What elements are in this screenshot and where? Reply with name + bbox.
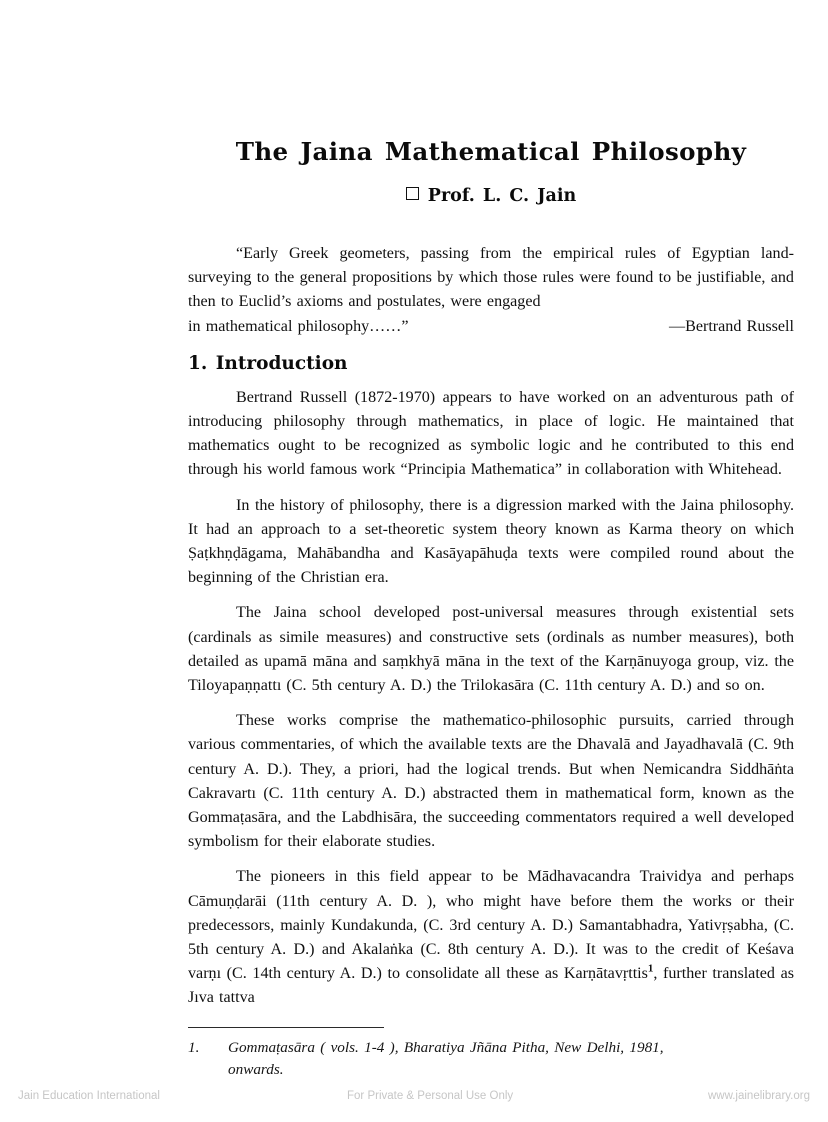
footnote-line-2: onwards. bbox=[228, 1060, 284, 1078]
epigraph-attribution: —Bertrand Russell bbox=[668, 317, 794, 335]
footer-right-url[interactable]: www.jainelibrary.org bbox=[707, 1090, 810, 1102]
footer-center-label: For Private & Personal Use Only bbox=[347, 1090, 514, 1102]
epigraph-quote bbox=[188, 206, 794, 339]
page-title: The Jaina Mathematical Philosophy bbox=[235, 137, 747, 166]
footer-left-label: Jain Education International bbox=[18, 1090, 160, 1102]
epigraph-line-2: land-surveying to the general propositions by which those rules were found bbox=[188, 244, 794, 287]
footnote-number: 1. bbox=[188, 1038, 200, 1056]
page-content bbox=[188, 0, 794, 1081]
author-name: Prof. L. C. Jain bbox=[427, 185, 577, 206]
author-byline bbox=[188, 166, 794, 206]
footnote-separator-rule bbox=[188, 1027, 384, 1028]
footnote-section bbox=[188, 1011, 794, 1081]
paragraph-commentaries: These works comprise the mathematico-philosophic pursuits, carried through various commentaries, of which the available texts are the Dhavalā and Jayadhavalā (C. 9th century A. D.). They, a priori, had the logical trends. But when Nemicandra Siddhāṅta Cakravartı (C. 11th century A. D.) abstracted them in mathematical form, known as the Gommaṭasāra, and the Labdhisāra, the succeeding commentators required a well developed symbolism for their elaborate studies. bbox=[188, 712, 794, 851]
paragraph-russell: Bertrand Russell (1872-1970) appears to have worked on an adventurous path of introducing philosophy through mathematics, in place of logic. He maintained that mathematics ought to be recognized as symbolic logic and he contributed to this end through his world famous work “Principia Mathematica” in collaboration with Whitehead. bbox=[188, 388, 794, 479]
paragraph-pioneers bbox=[188, 854, 794, 1010]
footnote-line-1: Gommaṭasāra ( vols. 1-4 ), Bharatiya Jñāna Pitha, New Delhi, 1981, bbox=[228, 1038, 664, 1056]
paragraph-jaina-school-measures: The Jaina school developed post-universal measures through existential sets (cardinals as simile measures) and constructive sets (ordinals as number measures), both detailed as upamā māna and saṃkhyā māna in the text of the Karṇānuyoga group, viz. the Tiloyapaṇṇattı (C. 5th century A. D.) the Trilokasāra (C. 11th century A. D.) and so on. bbox=[188, 604, 794, 694]
footnote-entry bbox=[188, 1037, 794, 1081]
epigraph-line-1: “Early Greek geometers, passing from the empirical rules of Egyptian bbox=[236, 244, 750, 262]
epigraph-line-3: to be justifiable, and then to Euclid’s axioms and postulates, were engaged bbox=[188, 269, 794, 311]
section-heading-introduction: 1. Introduction bbox=[188, 352, 348, 374]
paragraph-pioneers-text: The pioneers in this field appear to be Mādhavacandra Traividya and perhaps Cāmuṇḍarāi (11th century A. D. ), who might have before them the works or their predecessors, mainly Kundakunda, (C. 3rd century A. D.) Samantabhadra, Yativṛṣabha, (C. 5th century A. D.) and Akalaṅka (C. 8th century A. D.). It was to the credit of Keśava varṇı (C. 14th century A. D.) to consolidate all these as Karṇātavṛttis bbox=[188, 868, 794, 983]
footnote-text bbox=[228, 1037, 794, 1081]
epigraph-attribution-row bbox=[188, 315, 794, 339]
paragraph-pioneers-tail: , further translated as Jıva tattva bbox=[188, 965, 794, 1007]
epigraph-last-line: in mathematical philosophy……” bbox=[188, 317, 409, 335]
paragraph-jaina-philosophy: In the history of philosophy, there is a digression marked with the Jaina philosophy. It had an approach to a set-theoretic system theory known as Karma theory on which Ṣaṭkhṇḍāgama, Mahābandha and Kasāyapāhuḍa texts were compiled round about the beginning of the Christian era. bbox=[188, 496, 794, 587]
open-square-icon bbox=[406, 187, 419, 200]
footnote-reference-marker[interactable]: 1 bbox=[647, 962, 654, 975]
